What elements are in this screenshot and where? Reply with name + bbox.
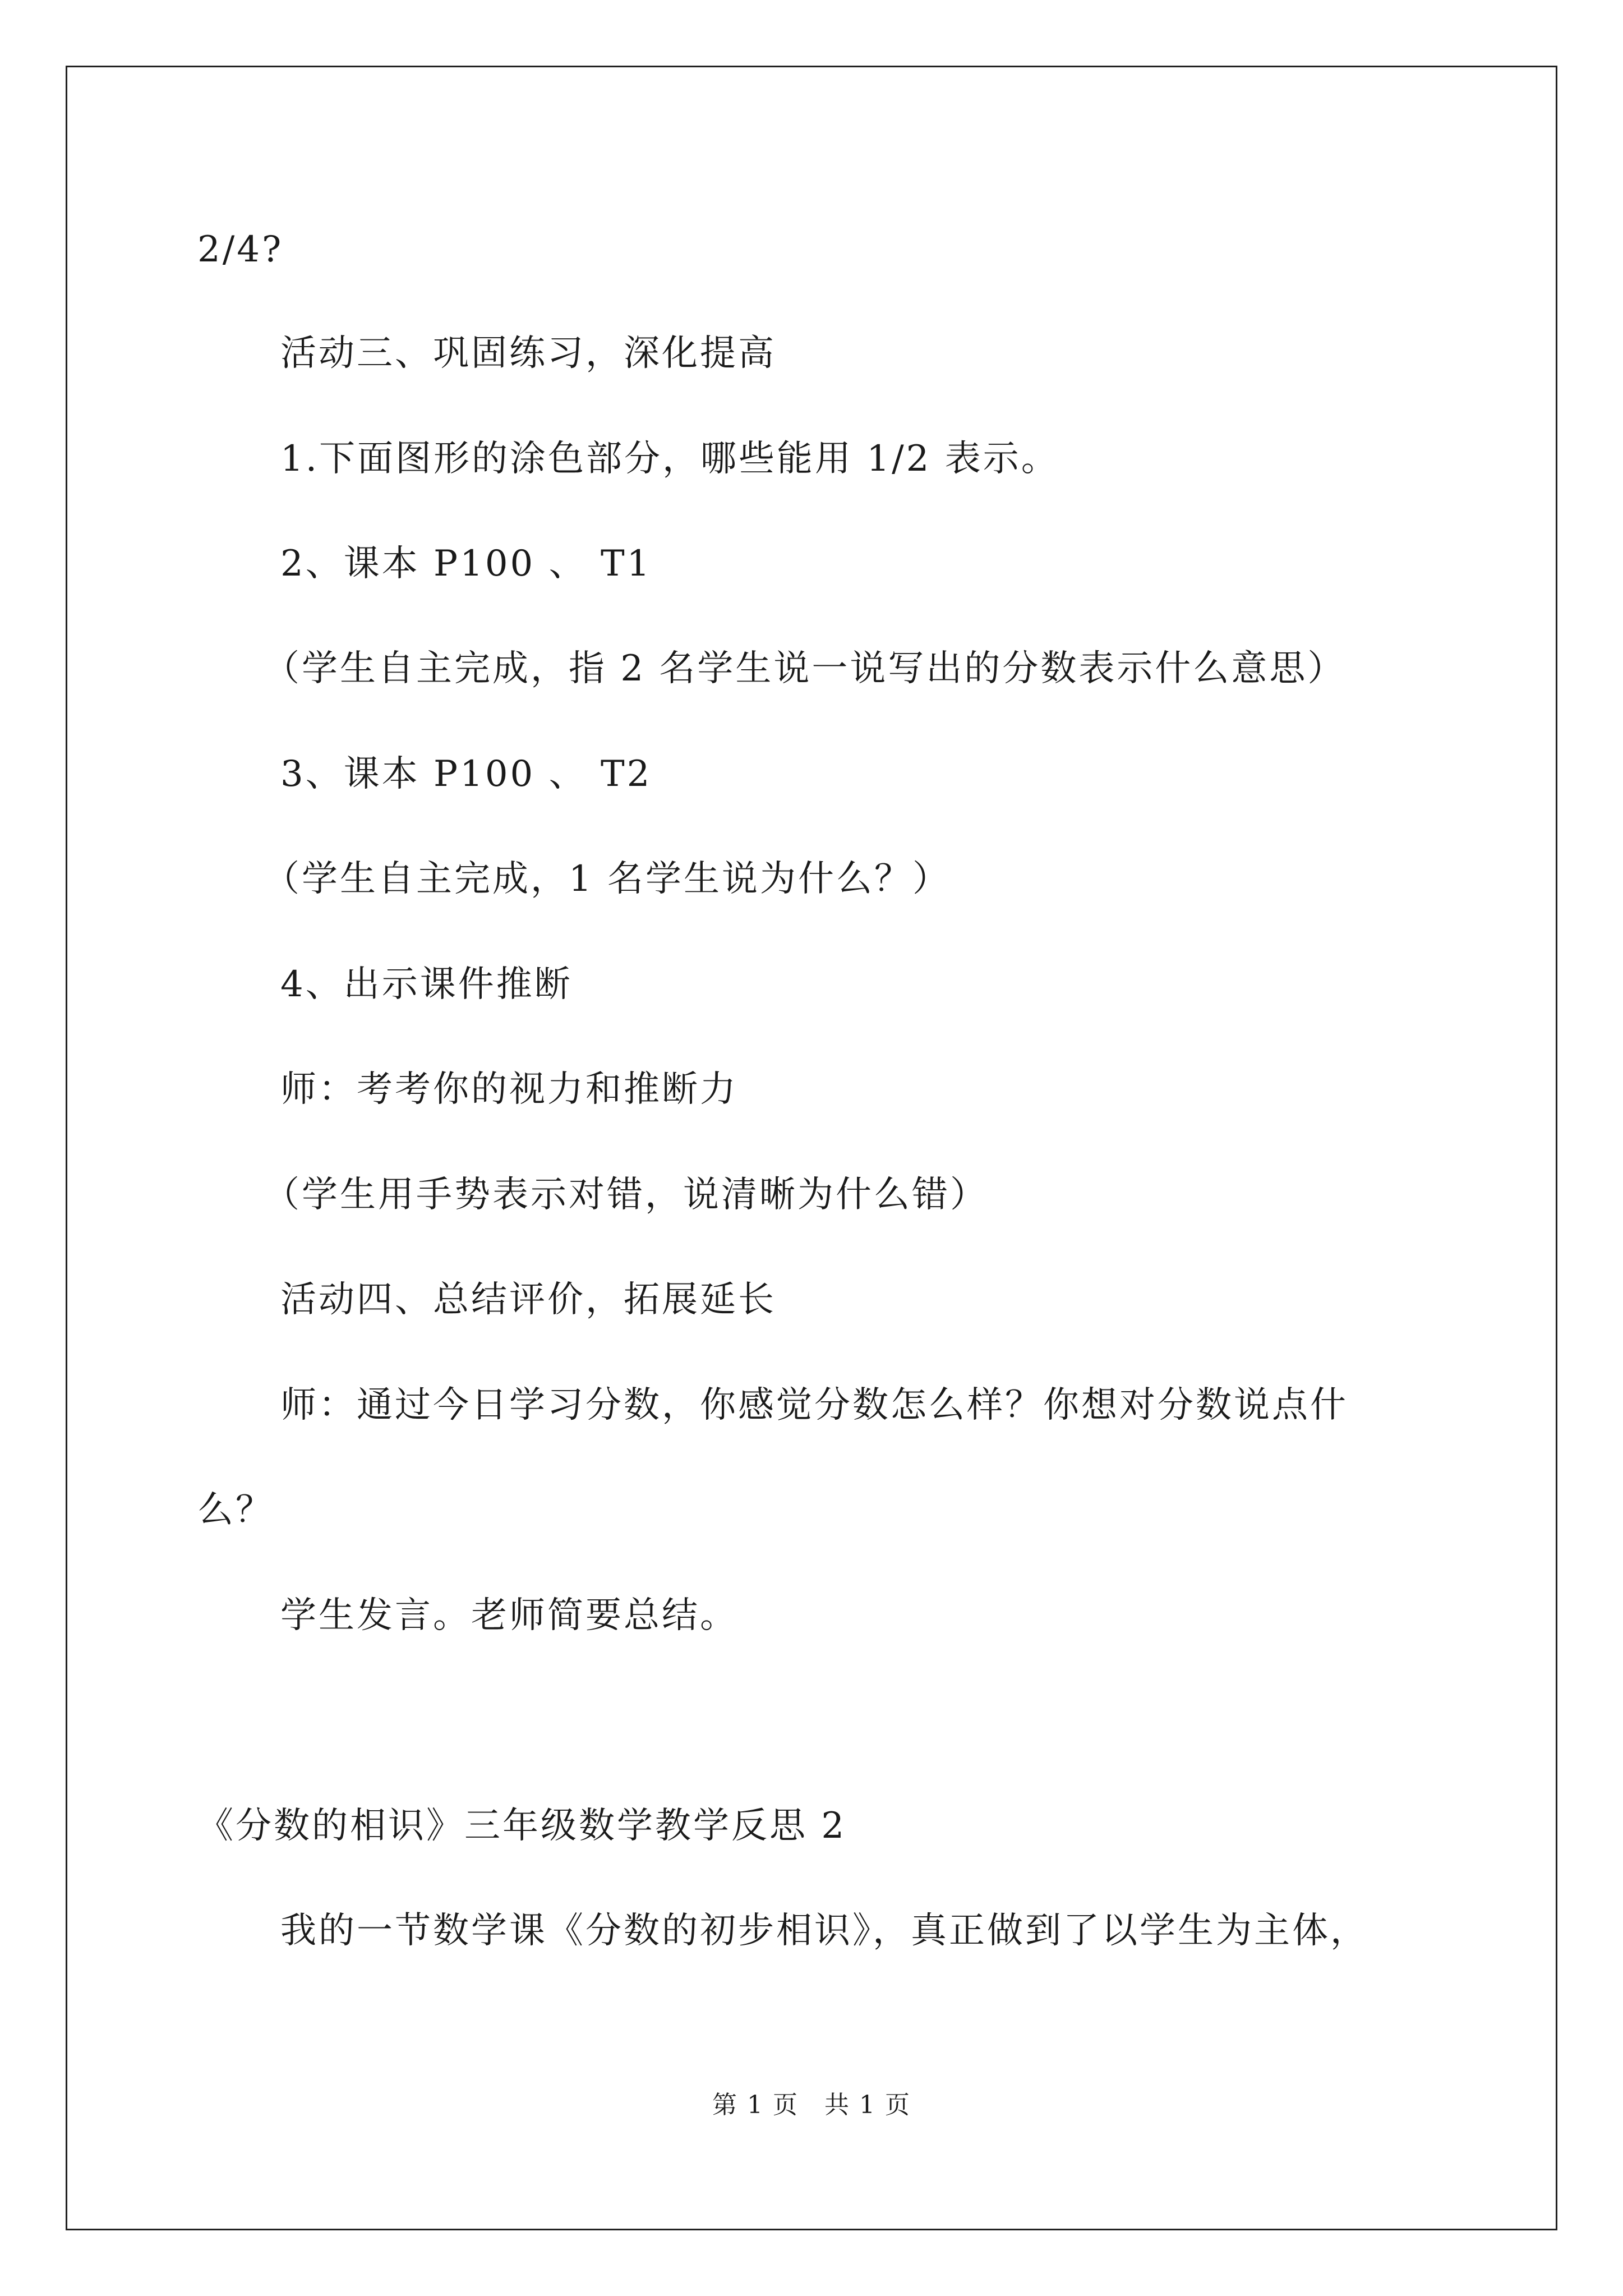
text-line-reflection: 我的一节数学课《分数的初步相识》，真正做到了以学生为主体， — [280, 1910, 1368, 1952]
section-heading-activity-4: 活动四、总结评价，拓展延长 — [280, 1279, 776, 1320]
text-line-summary: 学生发言。老师简要总结。 — [280, 1595, 738, 1636]
text-line-note-3: （学生自主完成，1 名学生说为什么？） — [264, 858, 951, 900]
text-line-exercise-4: 4、出示课件推断 — [280, 964, 573, 1005]
page-footer: 第 1 页 共 1 页 — [712, 2091, 911, 2119]
text-line-exercise-1: 1.下面图形的涂色部分，哪些能用 1/2 表示。 — [280, 438, 1059, 480]
text-line-continuation: 2/4? — [197, 229, 284, 270]
text-line-exercise-3: 3、课本 P100 、 T2 — [280, 753, 652, 795]
text-line-note-4: （学生用手势表示对错，说清晰为什么错） — [264, 1174, 988, 1216]
article-title: 《分数的相识》三年级数学教学反思 2 — [197, 1805, 847, 1847]
text-line-teacher-1: 师：考考你的视力和推断力 — [280, 1069, 738, 1110]
section-heading-activity-3: 活动三、巩固练习，深化提高 — [280, 333, 776, 374]
text-line-teacher-2-continued: 么？ — [197, 1489, 274, 1531]
text-line-teacher-2: 师：通过今日学习分数，你感觉分数怎么样？你想对分数说点什 — [280, 1384, 1348, 1426]
text-line-exercise-2: 2、课本 P100 、 T1 — [280, 543, 652, 585]
text-line-note-2: （学生自主完成，指 2 名学生说一说写出的分数表示什么意思） — [264, 648, 1346, 689]
page-border — [66, 66, 1557, 2230]
